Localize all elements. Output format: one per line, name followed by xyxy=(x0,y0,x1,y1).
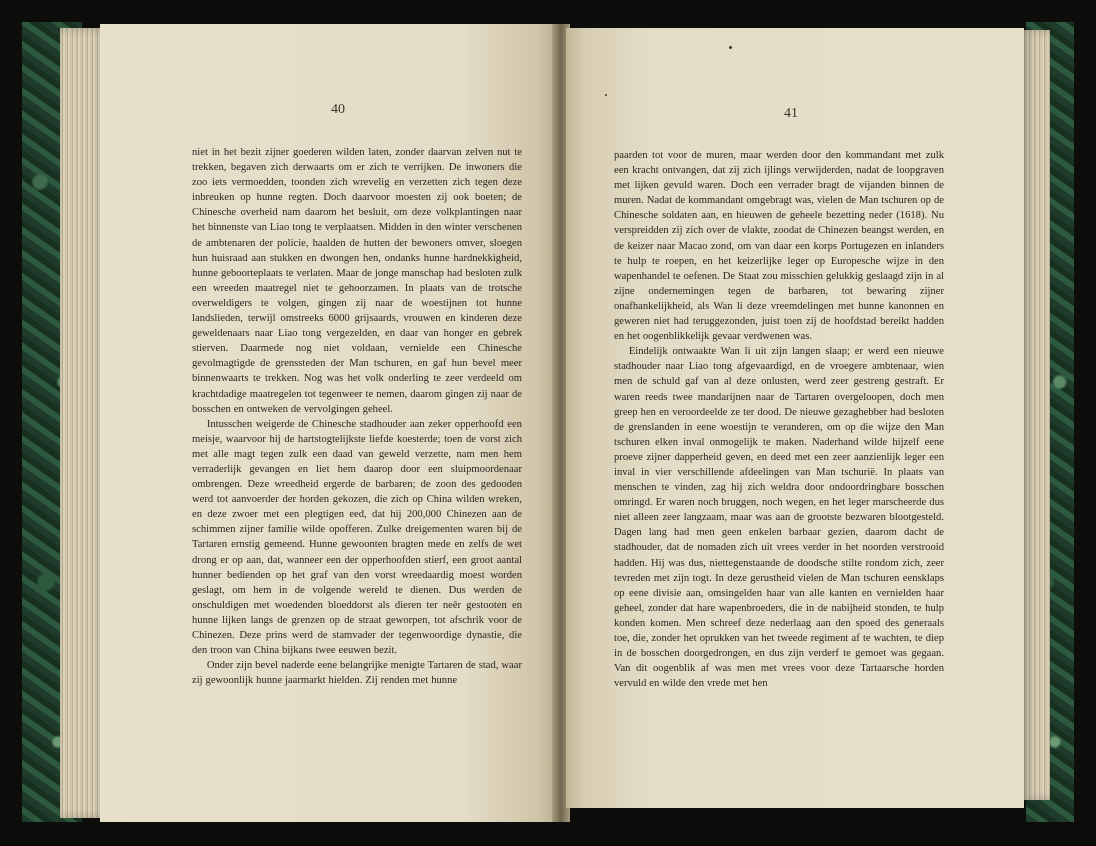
left-paragraph-2: Intusschen weigerde de Chinesche stadhouder aan zeker opperhoofd een meisje, waarvoor hij de hartstogtelijkste liefde koesterde; toen de vorst zich met alle magt tegen zulk een daad van geweld verzette, nam men hem verraderlijk gevangen en liet hem daarop door een sluipmoordenaar ombrengen. Deze wreedheid ergerde de barbaren; de zoon des gedooden werd tot aanvoerder der horden gekozen, die zich op China wilden wreken, en deze zwoer met een plegtigen eed, dat hij 200,000 Chinezen aan de schimmen zijner familie wilde opofferen. Zulke dreigementen waren bij de Tartaren ernstig gemeend. Hunne gewoonten bragten mede en zelfs de wet drong er op aan, dat, wanneer een der opperhoofden stierf, een groot aantal hunner bedienden op het graf van den vorst wreedaardig moest worden geslagt, om hem in de volgende wereld te dienen. Dus werden de onschuldigen met woedenden bloeddorst als dieren ter neêr gestooten en hunne lijken langs de grenzen op de straat geworpen, tot afschrik voor de Chinezen. Deze prins werd de stamvader der tegenwoordige dynastie, die den troon van China bijkans twee eeuwen bezit. xyxy=(192,418,522,657)
right-paragraph-2: Eindelijk ontwaakte Wan li uit zijn langen slaap; er werd een nieuwe stadhouder naar Liao tong afgevaardigd, en de vroegere ambtenaar, wien men de schuld gaf van al deze onlusten, werd zeer gestreng gestraft. Er waren reeds twee mandarijnen naar de Tartaren overgeloopen, doch men greep hen en veroordeelde ze ter dood. De nieuwe gezaghebber had besloten de grenslanden in eene woestijn te veranderen, om op die wijze den Man tschuren elken inval onmogelijk te maken. Naderhand wilde hijzelf eene proeve zijner dapperheid geven, en deed met een zeer aanzienlijk leger een inval in vier verschillende afdeelingen van Man tschurië. In plaats van menschen te vinden, zag hij zich weldra door ondoordringbare bosschen omringd. Er waren noch bruggen, noch wegen, en het leger marscheerde dus niet alleen zeer langzaam, maar was aan de grootste bezwaren blootgesteld. Dagen lang had men geen enkelen barbaar gezien, daarom dacht de stadhouder, dat de nomaden zich uit vrees verder in het noorden verstrooid hadden. Hij was dus, niettegenstaande de doodsche stilte rondom zich, zeer tevreden met zijn togt. In deze gerustheid vielen de Man tschuren eensklaps op eene divisie aan, omsingelden haar van alle kanten en vernielden haar geheel, zonder dat hare wapenbroeders, die in de nabijheid stonden, te hulp konden komen. Men schreef deze nederlaag aan den spoed des generaals toe, die, zonder het oprukken van het tweede regiment af te wachten, te diep in de bosschen doorgedrongen, en dus zijn verderf te gemoet was gegaan. Van dit oogenblik af was men met vrees voor deze Tartaarsche horden vervuld en wilde den vrede met hen xyxy=(614,346,944,690)
left-page xyxy=(100,24,556,822)
right-page xyxy=(566,28,1024,808)
left-paragraph-1: niet in het bezit zijner goederen wilden laten, zonder daarvan zelven nut te trekken, begaven zich derwaarts om er zich te verrijken. De inwoners die zoo iets vermoedden, toonden zich wrevelig en verzetten zich tegen deze inbreuken op hunne regten. Doch daarvoor moesten zij ook boeten; de Chinesche overheid nam daarom het besluit, om deze volkplantingen naar het binnenste van Liao tong te verplaatsen. Midden in den winter verschenen de ambtenaren der policie, haalden de hutten der bewoners omver, sloegen hun huisraad aan stukken en dwongen hen, ondanks hunne hardnekkigheid, hunne geboorteplaats te verlaten. Maar de jonge manschap had besloten zulk een wreeden maatregel niet te gehoorzamen. In plaats van de trotsche overweldigers te volgen, gingen zij naar de woestijnen tot hunne landslieden, terwijl omstreeks 6000 grijsaards, vrouwen en kinderen deze geweldenaars naar Liao tong vergezelden, en daar van honger en gebrek stierven. Daarmede nog niet voldaan, vernielde een Chinesche gevolmagtigde de grenssteden der Man tschuren, en gaf hun bevel meer binnenwaarts te trekken. Nog was het volk onderling te zeer verdeeld om krachtdadige maatregelen tot tegenweer te nemen, daarom gingen zij naar de bosschen en ontweken de vervolgingen geheel. xyxy=(192,147,522,415)
right-paragraph-1: paarden tot voor de muren, maar werden door den kommandant met zulk een kracht ontvangen, dat zij zich ijlings verwijderden, nadat de loopgraven met lijken gevuld waren. Doch een verrader bragt de vijanden binnen de muren. Nadat de kommandant omgebragt was, vielen de Man tschuren op de Chinesche soldaten aan, en hieuwen de geheele bezetting neder (1618). Nu verspreidden zij zich over de vlakte, zoodat de Chinezen beangst werden, en de keizer naar Macao zond, om van daar een korps Portugezen en inlanders te hulp te roepen, en het keizerlijke leger op Europesche wijze in den wapenhandel te oefenen. De Staat zou misschien gelukkig geslaagd zijn in al zijne ondernemingen tegen de barbaren, tot bewaring zijner onafhankelijkheid, als Wan li deze vreemdelingen met hunne kanonnen en geweren niet had teruggezonden, juist toen zij de hoofdstad bereikt hadden en het oogenblikkelijk gevaar verdwenen was. xyxy=(614,150,944,343)
ink-speck xyxy=(605,94,607,96)
left-page-number: 40 xyxy=(331,102,345,117)
right-page-number: 41 xyxy=(784,106,798,121)
left-paragraph-3: Onder zijn bevel naderde eene belangrijke menigte Tartaren de stad, waar zij gewoonlijk hunne jaarmarkt hielden. Zij renden met hunne xyxy=(192,660,522,687)
ink-speck xyxy=(729,46,732,49)
left-page-text xyxy=(192,145,522,688)
right-page-edges xyxy=(1022,30,1050,800)
right-page-text xyxy=(614,148,944,691)
